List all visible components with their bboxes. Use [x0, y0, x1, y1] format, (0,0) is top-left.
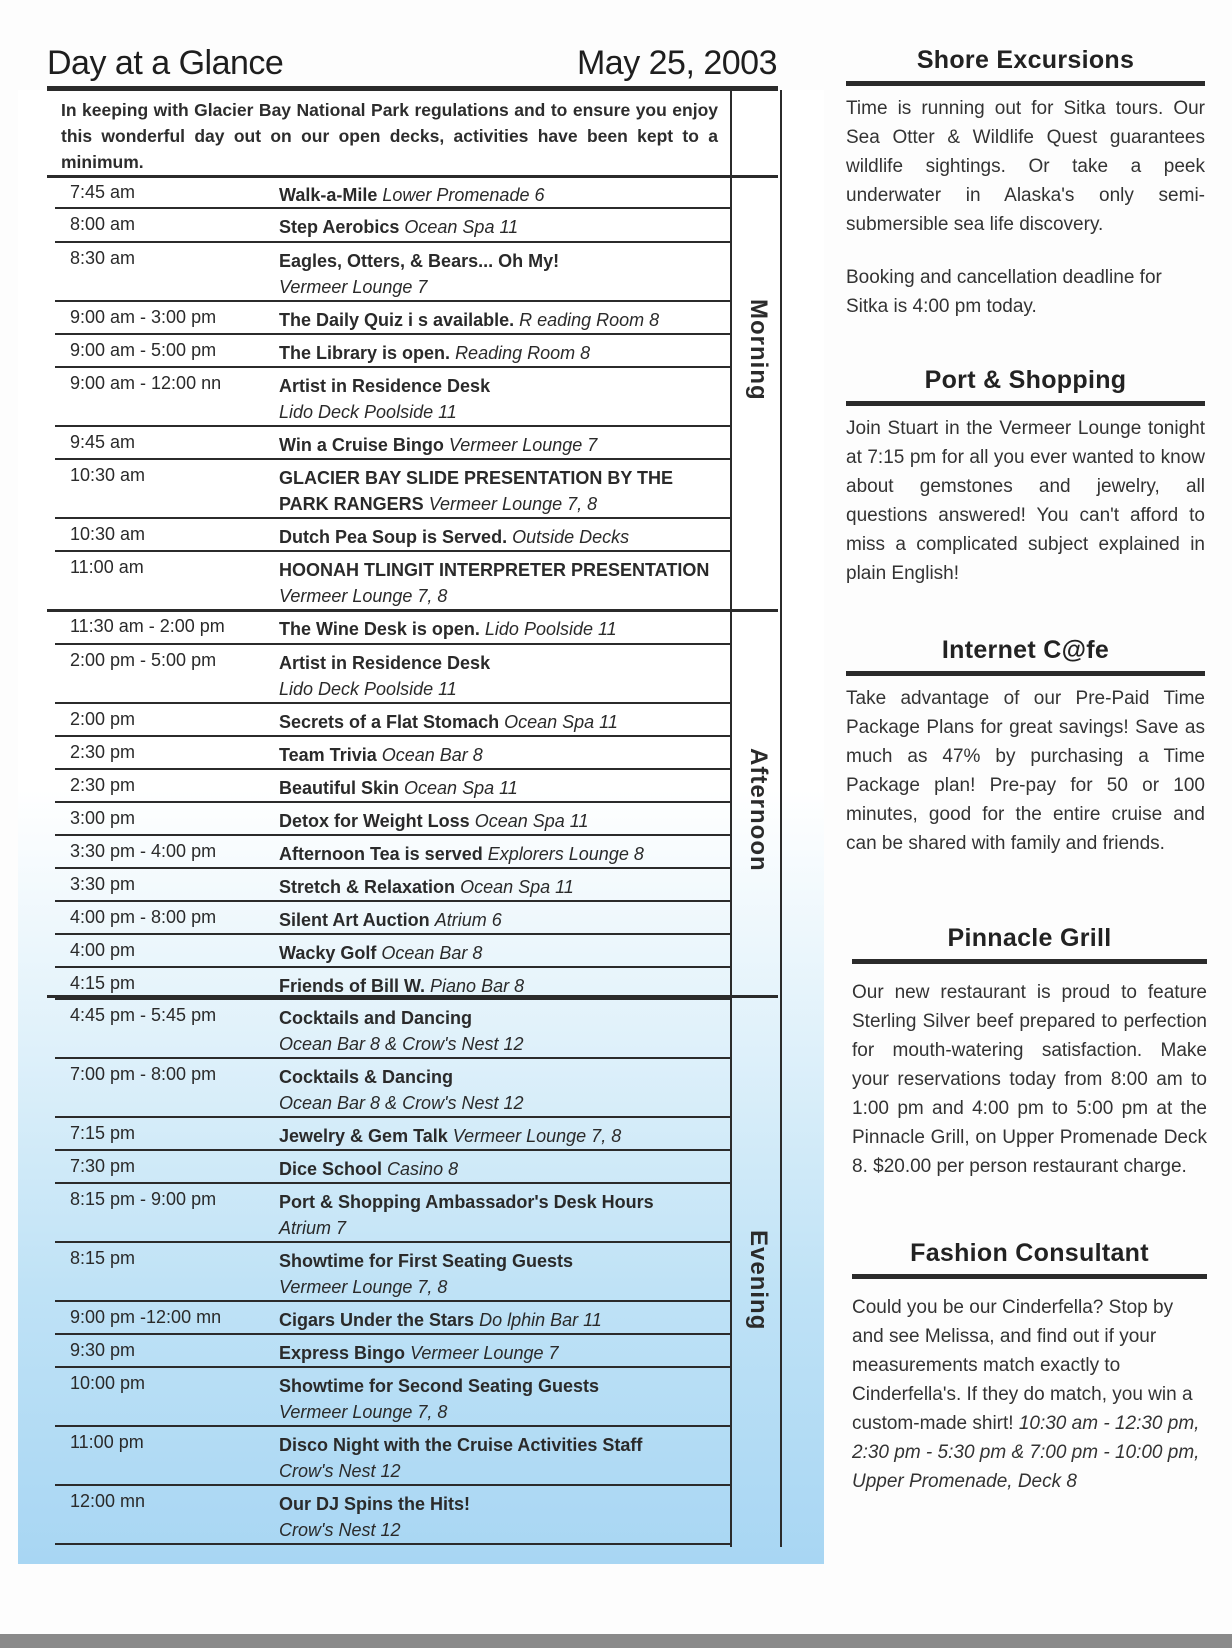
section-label-afternoon: Afternoon	[745, 748, 772, 872]
event-time: 3:00 pm	[70, 808, 136, 828]
schedule-row	[55, 552, 730, 611]
schedule-row	[55, 1427, 730, 1486]
schedule-row	[55, 1151, 730, 1184]
event-location: Ocean Bar 8	[381, 745, 483, 765]
event-time: 8:15 pm - 9:00 pm	[70, 1189, 217, 1209]
event-name: Dutch Pea Soup is Served.	[279, 527, 508, 547]
port-shopping-section	[846, 366, 1205, 588]
event-name: Detox for Weight Loss	[279, 811, 470, 831]
event-time: 11:00 pm	[70, 1432, 144, 1452]
shore-excursions-section	[846, 46, 1205, 321]
event-location: Ocean Bar 8 & Crow's Nest 12	[279, 1093, 524, 1113]
section-rule	[846, 671, 1205, 676]
section-rule	[852, 959, 1207, 964]
internet-cafe-section	[846, 636, 1205, 858]
event-time: 10:30 am	[70, 524, 146, 544]
event-name: The Wine Desk is open.	[279, 619, 480, 639]
internet-cafe-text: Take advantage of our Pre-Paid Time Package Plans for great savings! Save as much as 47% by purchasing a Time Package plan! Pre-pay for 50 or 100 minutes, good for the entire cruise and can be shared with family and friends.	[846, 688, 1205, 854]
event-details	[279, 808, 727, 834]
event-time: 7:00 pm - 8:00 pm	[70, 1064, 217, 1084]
event-location: Lower Promenade 6	[382, 185, 545, 205]
event-time: 4:45 pm - 5:45 pm	[70, 1005, 217, 1025]
fashion-consultant-title: Fashion Consultant	[910, 1239, 1149, 1267]
event-location: Crow's Nest 12	[279, 1520, 401, 1540]
event-name: Our DJ Spins the Hits!	[279, 1494, 471, 1514]
section-label-morning: Morning	[745, 299, 772, 401]
event-location: Piano Bar 8	[430, 976, 525, 996]
event-details	[279, 557, 727, 609]
event-location: Do lphin Bar 11	[479, 1310, 602, 1330]
pinnacle-grill-text: Our new restaurant is proud to feature Sterling Silver beef prepared to perfection for mouth-watering satisfaction. Make your reservations today from 8:00 am to 1:00 pm and 4:00 pm to 5:00 pm at the Pinnacle Grill, on Upper Promenade Deck 8. $20.00 per person restaurant charge.	[852, 982, 1207, 1177]
event-name: Step Aerobics	[279, 217, 400, 237]
event-details	[279, 182, 727, 208]
event-name: Beautiful Skin	[279, 778, 400, 798]
schedule-row	[55, 209, 730, 243]
event-details	[279, 248, 727, 300]
schedule-list	[55, 177, 730, 1545]
event-location: Vermeer Lounge 7, 8	[279, 1277, 448, 1297]
event-details	[279, 1307, 727, 1333]
schedule-row	[55, 803, 730, 836]
event-location: Ocean Spa 11	[404, 778, 518, 798]
schedule-row	[55, 519, 730, 552]
event-details	[279, 340, 727, 366]
event-name: Dice School	[279, 1159, 383, 1179]
event-time: 8:15 pm	[70, 1248, 136, 1268]
event-name: Disco Night with the Cruise Activities Staff	[279, 1435, 643, 1455]
event-name: Secrets of a Flat Stomach	[279, 712, 500, 732]
event-location: Lido Deck Poolside 11	[279, 402, 457, 422]
event-time: 2:30 pm	[70, 775, 136, 795]
schedule-row	[55, 1118, 730, 1151]
event-time: 8:30 am	[70, 248, 136, 268]
schedule-row	[55, 1368, 730, 1427]
event-time: 7:15 pm	[70, 1123, 136, 1143]
event-location: Vermeer Lounge 7, 8	[452, 1126, 622, 1146]
event-name: Cocktails and Dancing	[279, 1008, 473, 1028]
schedule-row	[55, 302, 730, 335]
event-time: 11:00 am	[70, 557, 144, 577]
schedule-row	[55, 1243, 730, 1302]
schedule-row	[55, 1184, 730, 1243]
event-name: Express Bingo	[279, 1343, 406, 1363]
event-name: The Library is open.	[279, 343, 451, 363]
event-name: Artist in Residence Desk	[279, 376, 491, 396]
schedule-row	[55, 1486, 730, 1545]
event-location: Vermeer Lounge 7, 8	[428, 494, 598, 514]
event-time: 7:30 pm	[70, 1156, 136, 1176]
event-time: 2:00 pm - 5:00 pm	[70, 650, 217, 670]
event-details	[279, 650, 727, 702]
event-time: 2:30 pm	[70, 742, 136, 762]
event-name: Jewelry & Gem Talk	[279, 1126, 448, 1146]
event-details	[279, 841, 727, 867]
schedule-row	[55, 1302, 730, 1335]
event-time: 3:30 pm	[70, 874, 136, 894]
event-name: Wacky Golf	[279, 943, 377, 963]
event-details	[279, 775, 727, 801]
page-date: May 25, 2003	[576, 44, 777, 82]
event-name: Cocktails & Dancing	[279, 1067, 454, 1087]
internet-cafe-title: Internet C@fe	[941, 636, 1110, 664]
event-location: Vermeer Lounge 7	[448, 435, 598, 455]
event-name: Stretch & Relaxation	[279, 877, 456, 897]
fashion-consultant-body: Could you be our Cinderfella? Stop by and see Melissa, and find out if your measurements match exactly to Cinderfella's. If they do match, you win a custom-made shirt!	[852, 1297, 1193, 1434]
event-location: Vermeer Lounge 7, 8	[279, 586, 448, 606]
event-location: Ocean Spa 11	[404, 217, 519, 237]
section-rule	[852, 1274, 1207, 1279]
schedule-row	[55, 611, 730, 645]
event-details	[279, 214, 727, 240]
event-location: Vermeer Lounge 7, 8	[279, 1402, 448, 1422]
event-time: 9:00 am - 5:00 pm	[70, 340, 217, 360]
event-location: Ocean Spa 11	[460, 877, 574, 897]
header-rule	[47, 86, 778, 91]
event-details	[279, 616, 727, 642]
event-location: Lido Deck Poolside 11	[279, 679, 457, 699]
event-time: 4:00 pm - 8:00 pm	[70, 907, 217, 927]
event-details	[279, 1156, 727, 1182]
event-details	[279, 432, 727, 458]
event-name: HOONAH TLINGIT INTERPRETER PRESENTATION	[279, 560, 710, 580]
fashion-consultant-section	[852, 1239, 1207, 1496]
schedule-row	[55, 704, 730, 737]
event-location: Atrium 6	[434, 910, 502, 930]
event-details	[279, 1432, 727, 1484]
event-location: Reading Room 8	[455, 343, 591, 363]
schedule-row	[55, 368, 730, 427]
schedule-row	[55, 1059, 730, 1118]
event-time: 9:00 am - 3:00 pm	[70, 307, 217, 327]
event-time: 9:00 am - 12:00 nn	[70, 373, 222, 393]
event-name: Cigars Under the Stars	[279, 1310, 475, 1330]
event-location: Ocean Bar 8	[381, 943, 483, 963]
section-rule	[846, 401, 1205, 406]
event-location: Atrium 7	[279, 1218, 347, 1238]
event-time: 9:30 pm	[70, 1340, 136, 1360]
event-name: Artist in Residence Desk	[279, 653, 491, 673]
event-time: 10:30 am	[70, 465, 146, 485]
event-details	[279, 1064, 727, 1116]
fashion-consultant-text	[852, 1293, 1207, 1496]
event-location: R eading Room 8	[519, 310, 660, 330]
event-time: 10:00 pm	[70, 1373, 146, 1393]
event-details	[279, 940, 727, 966]
event-time: 4:15 pm	[70, 973, 136, 993]
event-time: 3:30 pm - 4:00 pm	[70, 841, 217, 861]
event-time: 7:45 am	[70, 182, 136, 202]
event-details	[279, 1005, 727, 1057]
schedule-row	[55, 737, 730, 770]
pinnacle-grill-section	[852, 924, 1207, 1181]
event-time: 9:45 am	[70, 432, 136, 452]
page-header	[47, 44, 777, 90]
schedule-row	[55, 460, 730, 519]
schedule-row	[55, 770, 730, 803]
event-details	[279, 1491, 727, 1543]
event-name: GLACIER BAY SLIDE PRESENTATION BY THE PARK RANGERS	[279, 468, 674, 514]
schedule-row	[55, 1335, 730, 1368]
event-details	[279, 1123, 727, 1149]
fashion-consultant-hours: 10:30 am - 12:30 pm, 2:30 pm - 5:30 pm & 7:00 pm - 10:00 pm, Upper Promenade, Deck 8	[852, 1413, 1200, 1492]
event-time: 4:00 pm	[70, 940, 136, 960]
event-location: Vermeer Lounge 7	[279, 277, 428, 297]
pinnacle-grill-title: Pinnacle Grill	[947, 924, 1112, 952]
event-location: Ocean Bar 8 & Crow's Nest 12	[279, 1034, 524, 1054]
port-shopping-text: Join Stuart in the Vermeer Lounge tonight at 7:15 pm for all you ever wanted to know about gemstones and jewelry, all questions answered! You can't afford to miss a complicated subject explained in plain English!	[846, 418, 1205, 584]
port-shopping-title: Port & Shopping	[924, 366, 1127, 394]
event-name: The Daily Quiz i s available.	[279, 310, 515, 330]
event-name: Win a Cruise Bingo	[279, 435, 444, 455]
schedule-row	[55, 335, 730, 368]
section-rule	[846, 81, 1205, 86]
event-name: Walk-a-Mile	[279, 185, 378, 205]
shore-excursions-title: Shore Excursions	[916, 46, 1135, 74]
event-location: Vermeer Lounge 7	[410, 1343, 559, 1363]
event-time: 11:30 am - 2:00 pm	[70, 616, 225, 636]
event-location: Ocean Spa 11	[474, 811, 589, 831]
schedule-row	[55, 427, 730, 460]
event-details	[279, 373, 727, 425]
event-time: 12:00 mn	[70, 1491, 146, 1511]
event-time: 2:00 pm	[70, 709, 136, 729]
schedule-row	[55, 243, 730, 302]
event-name: Team Trivia	[279, 745, 377, 765]
shore-excursions-text: Time is running out for Sitka tours. Our Sea Otter & Wildlife Quest guarantees wildlife sightings. Or take a peek underwater in Alaska's only semi-submersible sea life discovery.	[846, 98, 1205, 235]
event-location: Outside Decks	[512, 527, 630, 547]
schedule-row	[55, 177, 730, 209]
event-details	[279, 709, 727, 735]
event-name: Afternoon Tea is served	[279, 844, 483, 864]
event-location: Casino 8	[387, 1159, 459, 1179]
event-details	[279, 465, 727, 517]
event-details	[279, 524, 727, 550]
schedule-row	[55, 1000, 730, 1059]
event-name: Silent Art Auction	[279, 910, 430, 930]
event-details	[279, 907, 727, 933]
schedule-row	[55, 836, 730, 869]
event-location: Crow's Nest 12	[279, 1461, 401, 1481]
event-location: Ocean Spa 11	[504, 712, 618, 732]
event-name: Eagles, Otters, & Bears... Oh My!	[279, 251, 560, 271]
event-details	[279, 1248, 727, 1300]
event-location: Explorers Lounge 8	[487, 844, 644, 864]
schedule-row	[55, 645, 730, 704]
event-details	[279, 973, 727, 999]
intro-text: In keeping with Glacier Bay National Park regulations and to ensure you enjoy this wonderful day out on our open decks, activities have been kept to a minimum.	[61, 100, 718, 172]
event-details	[279, 742, 727, 768]
event-details	[279, 1189, 727, 1241]
section-divider-right	[780, 90, 782, 1547]
schedule-row	[55, 902, 730, 935]
event-details	[279, 1373, 727, 1425]
section-divider-left	[730, 90, 732, 1547]
section-label-evening: Evening	[745, 1229, 772, 1331]
schedule-row	[55, 869, 730, 902]
event-details	[279, 874, 727, 900]
schedule-row	[55, 968, 730, 1000]
event-time: 9:00 pm -12:00 mn	[70, 1307, 222, 1327]
event-location: Lido Poolside 11	[484, 619, 617, 639]
event-name: Friends of Bill W.	[279, 976, 426, 996]
schedule-row	[55, 935, 730, 968]
event-name: Port & Shopping Ambassador's Desk Hours	[279, 1192, 654, 1212]
page-title: Day at a Glance	[47, 44, 284, 82]
event-details	[279, 307, 727, 333]
shore-deadline-text: Booking and cancellation deadline for Sitka is 4:00 pm today.	[846, 267, 1162, 317]
event-time: 8:00 am	[70, 214, 136, 234]
event-details	[279, 1340, 727, 1366]
scan-edge	[0, 1634, 1232, 1648]
event-name: Showtime for First Seating Guests	[279, 1251, 574, 1271]
event-name: Showtime for Second Seating Guests	[279, 1376, 600, 1396]
